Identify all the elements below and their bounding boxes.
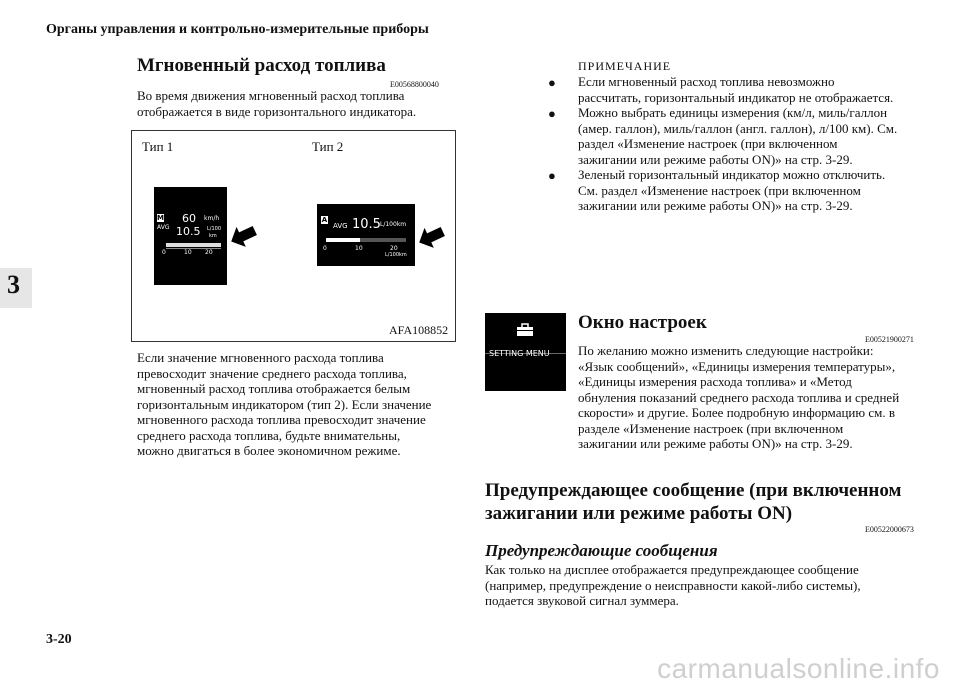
section-title-instant-fuel: Мгновенный расход топлива: [137, 55, 386, 76]
intro-text: Во время движения мгновенный расход топлива отображается в виде горизонтального индикатора.: [137, 88, 417, 119]
tick-10: 10: [184, 249, 192, 256]
body-text: Если значение мгновенного расхода топлива превосходит значение среднего расхода топлива, мгновенный расход топлива отображается белым горизонтальным индикатором (тип 2). Если значение мгновенного расхода топлива превосходит значение среднего расхода топлива, будьте внимательны, можно двигаться в более экономичном режиме.: [137, 350, 432, 458]
type2-label: Тип 2: [312, 139, 344, 154]
mode-badge-2: A: [321, 216, 328, 224]
toolbox-icon: [516, 323, 534, 337]
tick2-10: 10: [355, 245, 363, 252]
note-item-1: [548, 74, 898, 105]
figure-box: [131, 130, 456, 342]
fuel-bar-2-fill: [326, 238, 360, 242]
tick2-20: 20: [390, 245, 398, 252]
speed-value: 60: [182, 212, 196, 225]
settings-body: По желанию можно изменить следующие настройки: «Язык сообщений», «Единицы измерения температуры», «Единицы измерения расхода топлива» и «Метод обнуления показаний среднего расхода топлива и средней скорости» и другие. Более подробную информацию см. в разделе «Изменение настроек (при включенном зажигании или режиме работы ON)» на стр. 3-29.: [578, 343, 900, 451]
type1-label: Тип 1: [142, 139, 174, 154]
section-code: E00568800040: [390, 80, 439, 89]
settings-menu-label: SETTING MENU: [489, 349, 550, 358]
tick2-0: 0: [323, 245, 327, 252]
note-list: [548, 74, 918, 214]
warning-body: Как только на дисплее отображается предупреждающее сообщение (например, предупреждение о неисправности какой-либо системы), подается звуковой сигнал зуммера.: [485, 562, 861, 608]
note-item-3: [548, 167, 898, 214]
warning-code: E00522000673: [865, 525, 914, 534]
avg-label-2: AVG: [333, 222, 348, 230]
warning-title-line1: Предупреждающее сообщение (при включенном: [485, 480, 902, 501]
section-title-warning: [485, 479, 901, 525]
display-type1: [154, 187, 227, 285]
settings-code: E00521900271: [865, 335, 914, 344]
note-title: ПРИМЕЧАНИЕ: [578, 59, 672, 73]
bullet-icon: ●: [548, 168, 556, 183]
pointer-arrow-2: [416, 224, 446, 250]
pointer-arrow-1: [228, 223, 258, 249]
section-title-settings: Окно настроек: [578, 312, 707, 333]
page-number: 3-20: [46, 632, 72, 647]
unit-top: L/100: [207, 226, 222, 232]
running-header: Органы управления и контрольно-измерительные приборы: [46, 22, 429, 37]
tick-20: 20: [205, 249, 213, 256]
unit-bottom: km: [209, 233, 217, 239]
note-item-2: [548, 105, 898, 167]
display-type2: [317, 204, 415, 266]
note-item-text: Можно выбрать единицы измерения (км/л, миль/галлон (амер. галлон), миль/галлон (англ. галлон), л/100 км). См. раздел «Изменение настроек (при включенном зажигании или режиме работы ON)» на стр. 3-29.: [578, 105, 898, 167]
bullet-icon: ●: [548, 106, 556, 121]
fuel-bar: [166, 243, 221, 247]
watermark: carmanualsonline.info: [657, 653, 940, 684]
avg-label: AVG: [157, 224, 170, 231]
warning-title-line2: зажигании или режиме работы ON): [485, 503, 793, 524]
speed-unit: km/h: [204, 215, 220, 222]
settings-screen: [485, 313, 566, 391]
fuel-value-2: 10.5: [352, 217, 381, 232]
unit-2: L/100km: [380, 221, 407, 228]
fuel-value: 10.5: [176, 225, 201, 238]
warning-subtitle: Предупреждающие сообщения: [485, 541, 718, 560]
chapter-number: 3: [7, 270, 20, 299]
tick2-unit: L/100km: [385, 252, 407, 258]
figure-code: AFA108852: [389, 323, 449, 337]
tick-0: 0: [162, 249, 166, 256]
note-item-text: Если мгновенный расход топлива невозможно рассчитать, горизонтальный индикатор не отображается.: [578, 74, 894, 105]
bullet-icon: ●: [548, 75, 556, 90]
note-item-text: Зеленый горизонтальный индикатор можно отключить. См. раздел «Изменение настроек (при включенном зажигании или режиме работы ON)» на стр. 3-29.: [578, 167, 886, 213]
mode-badge: M: [157, 214, 164, 222]
